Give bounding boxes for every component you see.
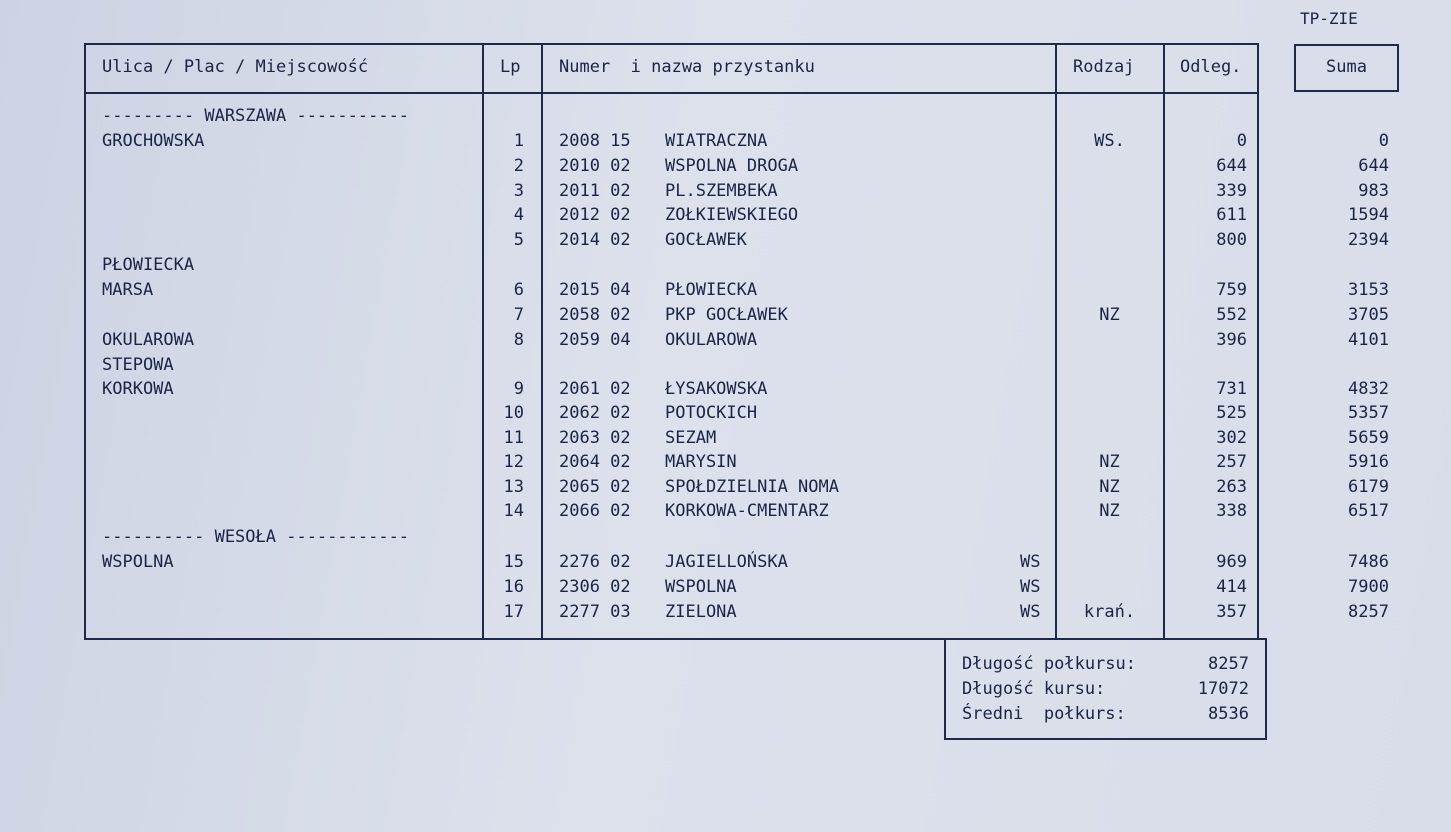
- table-row: [0, 452, 1451, 476]
- row-distance: 396: [1216, 330, 1247, 350]
- table-row: [0, 156, 1451, 180]
- row-lp: 15: [503, 552, 524, 572]
- row-lp: 11: [503, 428, 524, 448]
- summary-label: Długość kursu:: [962, 679, 1106, 699]
- row-sum: 6179: [1348, 477, 1389, 497]
- row-type: NZ: [1099, 501, 1120, 521]
- street-name: GROCHOWSKA: [102, 131, 205, 151]
- row-stop-number: 2058 02: [559, 305, 631, 325]
- row-sum: 983: [1358, 181, 1389, 201]
- row-stop-name: ZIELONA: [665, 602, 737, 622]
- header-stop: Numer i nazwa przystanku: [559, 57, 815, 77]
- table-row: [0, 230, 1451, 254]
- row-stop-number: 2015 04: [559, 280, 631, 300]
- header-distance: Odleg.: [1180, 57, 1242, 77]
- row-sum: 6517: [1348, 501, 1389, 521]
- row-distance: 338: [1216, 501, 1247, 521]
- row-sum: 5659: [1348, 428, 1389, 448]
- row-distance: 759: [1216, 280, 1247, 300]
- section-wesola: ---------- WESOŁA ------------: [102, 527, 410, 547]
- row-stop-number: 2066 02: [559, 501, 631, 521]
- row-stop-name: KORKOWA-CMENTARZ: [665, 501, 829, 521]
- row-distance: 357: [1216, 602, 1247, 622]
- table-row: [0, 305, 1451, 329]
- row-distance: 0: [1236, 131, 1247, 151]
- row-ws: WS: [1020, 552, 1041, 572]
- row-sum: 8257: [1348, 602, 1389, 622]
- row-stop-name: ŁYSAKOWSKA: [665, 379, 768, 399]
- table-row: [0, 205, 1451, 229]
- row-distance: 611: [1216, 205, 1247, 225]
- table-row: [0, 403, 1451, 427]
- row-lp: 14: [503, 501, 524, 521]
- table-row: [0, 602, 1451, 626]
- street-name: WSPOLNA: [102, 552, 174, 572]
- row-distance: 263: [1216, 477, 1247, 497]
- header-street: Ulica / Plac / Miejscowość: [102, 57, 369, 77]
- row-sum: 644: [1358, 156, 1389, 176]
- row-stop-number: 2062 02: [559, 403, 631, 423]
- row-stop-name: GOCŁAWEK: [665, 230, 747, 250]
- table-row: [0, 280, 1451, 304]
- row-stop-number: 2059 04: [559, 330, 631, 350]
- row-stop-number: 2065 02: [559, 477, 631, 497]
- table-row: [0, 501, 1451, 525]
- street-name: PŁOWIECKA: [102, 255, 195, 275]
- row-lp: 3: [513, 181, 524, 201]
- row-stop-name: PŁOWIECKA: [665, 280, 758, 300]
- row-stop-number: 2012 02: [559, 205, 631, 225]
- summary-value: 8536: [1208, 704, 1249, 724]
- row-sum: 3705: [1348, 305, 1389, 325]
- row-stop-name: WSPOLNA DROGA: [665, 156, 799, 176]
- table-row: [0, 428, 1451, 452]
- row-stop-number: 2008 15: [559, 131, 631, 151]
- row-distance: 552: [1216, 305, 1247, 325]
- row-lp: 8: [513, 330, 524, 350]
- row-stop-name: SPOŁDZIELNIA NOMA: [665, 477, 839, 497]
- street-name: STEPOWA: [102, 355, 174, 375]
- row-sum: 4101: [1348, 330, 1389, 350]
- table-row: [0, 131, 1451, 155]
- table-header-divider: [84, 92, 1259, 94]
- summary-value: 8257: [1208, 654, 1249, 674]
- row-stop-number: 2064 02: [559, 452, 631, 472]
- table-border-top: [84, 43, 1259, 45]
- table-row: [0, 577, 1451, 601]
- row-lp: 1: [513, 131, 524, 151]
- row-sum: 2394: [1348, 230, 1389, 250]
- row-stop-name: OKULAROWA: [665, 330, 758, 350]
- row-stop-number: 2010 02: [559, 156, 631, 176]
- row-lp: 2: [513, 156, 524, 176]
- row-stop-name: PL.SZEMBEKA: [665, 181, 778, 201]
- row-lp: 5: [513, 230, 524, 250]
- row-stop-number: 2063 02: [559, 428, 631, 448]
- row-lp: 9: [513, 379, 524, 399]
- row-stop-name: SEZAM: [665, 428, 717, 448]
- table-row: [0, 552, 1451, 576]
- row-ws: WS: [1020, 602, 1041, 622]
- header-lp: Lp: [500, 57, 521, 77]
- row-stop-number: 2061 02: [559, 379, 631, 399]
- row-lp: 17: [503, 602, 524, 622]
- row-stop-name: POTOCKICH: [665, 403, 758, 423]
- section-warszawa: --------- WARSZAWA -----------: [102, 106, 410, 126]
- row-ws: WS: [1020, 577, 1041, 597]
- row-distance: 731: [1216, 379, 1247, 399]
- row-lp: 7: [513, 305, 524, 325]
- row-sum: 0: [1378, 131, 1389, 151]
- row-distance: 302: [1216, 428, 1247, 448]
- row-distance: 525: [1216, 403, 1247, 423]
- table-row: [0, 477, 1451, 501]
- row-lp: 4: [513, 205, 524, 225]
- row-stop-number: 2306 02: [559, 577, 631, 597]
- street-name: MARSA: [102, 280, 154, 300]
- table-row: [0, 181, 1451, 205]
- row-stop-number: 2011 02: [559, 181, 631, 201]
- row-type: NZ: [1099, 452, 1120, 472]
- row-lp: 13: [503, 477, 524, 497]
- row-stop-number: 2277 03: [559, 602, 631, 622]
- row-distance: 339: [1216, 181, 1247, 201]
- header-sum: Suma: [1326, 57, 1367, 77]
- row-sum: 7900: [1348, 577, 1389, 597]
- table-row: [0, 330, 1451, 354]
- row-stop-name: ZOŁKIEWSKIEGO: [665, 205, 799, 225]
- street-name: OKULAROWA: [102, 330, 195, 350]
- row-lp: 16: [503, 577, 524, 597]
- row-stop-name: JAGIELLOŃSKA: [665, 552, 788, 572]
- row-type: NZ: [1099, 305, 1120, 325]
- row-stop-name: MARYSIN: [665, 452, 737, 472]
- row-distance: 800: [1216, 230, 1247, 250]
- row-stop-number: 2276 02: [559, 552, 631, 572]
- row-distance: 414: [1216, 577, 1247, 597]
- row-sum: 7486: [1348, 552, 1389, 572]
- header-type: Rodzaj: [1073, 57, 1135, 77]
- row-sum: 3153: [1348, 280, 1389, 300]
- summary-value: 17072: [1197, 679, 1249, 699]
- street-name: KORKOWA: [102, 379, 174, 399]
- row-stop-number: 2014 02: [559, 230, 631, 250]
- route-code: TP-ZIE: [1300, 9, 1358, 28]
- row-type: WS.: [1094, 131, 1125, 151]
- row-distance: 644: [1216, 156, 1247, 176]
- row-lp: 10: [503, 403, 524, 423]
- row-stop-name: WSPOLNA: [665, 577, 737, 597]
- summary-label: Długość połkursu:: [962, 654, 1136, 674]
- row-lp: 12: [503, 452, 524, 472]
- summary-label: Średni połkurs:: [962, 704, 1126, 724]
- row-sum: 1594: [1348, 205, 1389, 225]
- table-row: [0, 379, 1451, 403]
- row-type: krań.: [1083, 602, 1136, 622]
- row-stop-name: PKP GOCŁAWEK: [665, 305, 788, 325]
- row-stop-name: WIATRACZNA: [665, 131, 768, 151]
- row-sum: 4832: [1348, 379, 1389, 399]
- row-distance: 257: [1216, 452, 1247, 472]
- row-sum: 5357: [1348, 403, 1389, 423]
- row-type: NZ: [1099, 477, 1120, 497]
- row-distance: 969: [1216, 552, 1247, 572]
- row-sum: 5916: [1348, 452, 1389, 472]
- row-lp: 6: [513, 280, 524, 300]
